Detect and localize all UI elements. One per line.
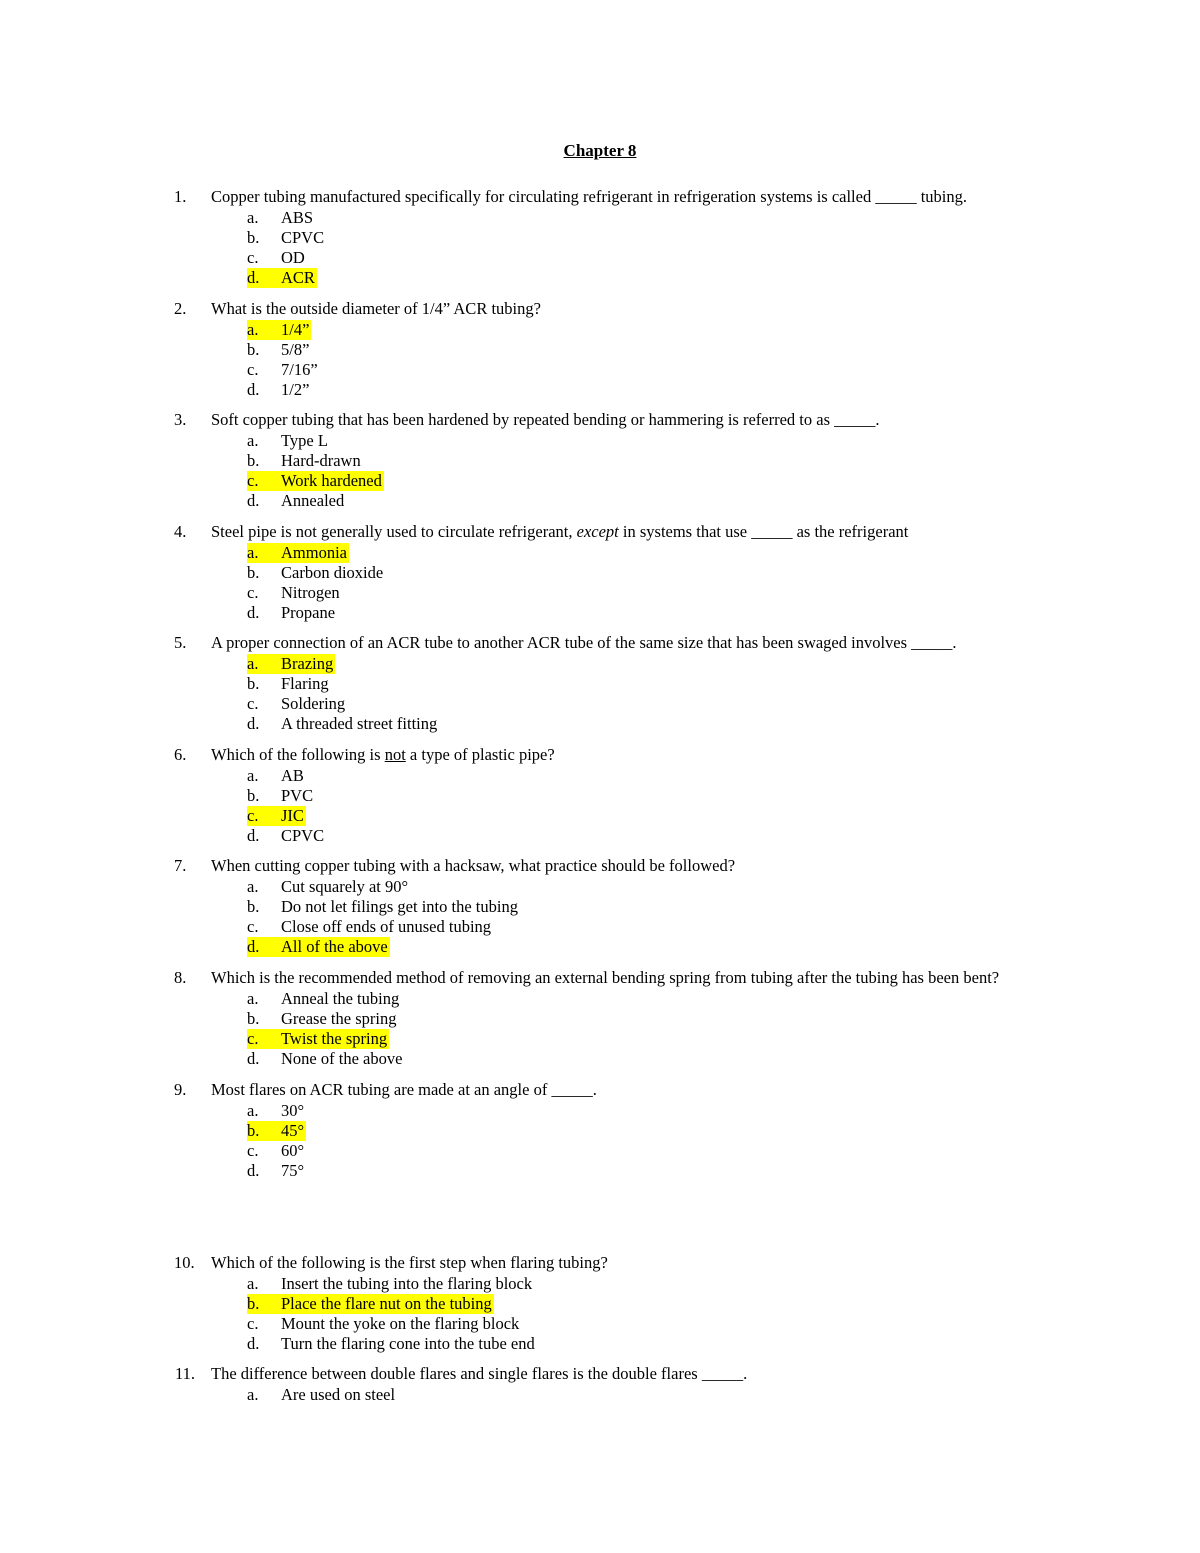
option-text: 7/16” — [281, 360, 318, 380]
question-4 — [0, 522, 1200, 624]
option-text: Nitrogen — [281, 583, 340, 603]
option-letter: c. — [247, 917, 259, 937]
option-text: Mount the yoke on the flaring block — [281, 1314, 520, 1334]
answer-option — [0, 451, 1200, 471]
page-title: Chapter 8 — [563, 141, 637, 160]
option-letter: d. — [247, 1049, 260, 1069]
answer-option-correct — [0, 320, 1200, 340]
answer-option — [0, 1385, 1200, 1405]
option-text: Propane — [281, 603, 336, 623]
option-letter: b. — [247, 562, 260, 582]
answer-option — [0, 786, 1200, 806]
option-text: Do not let filings get into the tubing — [281, 896, 518, 916]
option-letter: b. — [247, 450, 260, 470]
option-letter: a. — [247, 319, 259, 339]
option-text: PVC — [281, 785, 314, 805]
question-number: 8. — [174, 968, 187, 987]
answer-option — [0, 714, 1200, 734]
question-number: 5. — [174, 633, 187, 652]
question-number: 9. — [174, 1080, 187, 1099]
answer-option — [0, 380, 1200, 400]
option-letter: c. — [247, 694, 259, 714]
option-text: Annealed — [281, 491, 345, 511]
option-letter: a. — [247, 207, 259, 227]
question-text: When cutting copper tubing with a hacksaw, what practice should be followed? — [211, 856, 736, 875]
option-letter: b. — [247, 227, 260, 247]
option-letter: c. — [247, 1141, 259, 1161]
answer-option — [0, 877, 1200, 897]
answer-option-correct — [0, 543, 1200, 563]
option-letter: d. — [247, 937, 260, 957]
answer-option — [0, 431, 1200, 451]
option-text: Ammonia — [281, 542, 347, 562]
answer-option-correct — [0, 1294, 1200, 1314]
question-number: 11. — [175, 1364, 196, 1383]
option-letter: a. — [247, 1384, 259, 1404]
option-letter: a. — [247, 765, 259, 785]
option-letter: a. — [247, 653, 259, 673]
question-number: 3. — [174, 410, 187, 429]
option-text: 60° — [281, 1141, 305, 1161]
emphasis-not: not — [384, 745, 406, 764]
answer-option-correct — [0, 806, 1200, 826]
question-text: Soft copper tubing that has been hardened by repeated bending or hammering is referred to as _____. — [211, 410, 880, 429]
answer-option — [0, 228, 1200, 248]
question-text: Which of the following is not a type of plastic pipe? — [211, 745, 555, 764]
answer-option — [0, 766, 1200, 786]
question-10 — [0, 1253, 1200, 1355]
question-text: A proper connection of an ACR tube to another ACR tube of the same size that has been swaged involves _____. — [211, 633, 957, 652]
question-number: 1. — [174, 187, 187, 206]
answer-option — [0, 917, 1200, 937]
answer-option — [0, 1009, 1200, 1029]
question-6 — [0, 745, 1200, 847]
question-text: Which is the recommended method of removing an external bending spring from tubing after the tubing has been bent? — [211, 968, 1000, 987]
option-letter: b. — [247, 1120, 260, 1140]
option-text: Flaring — [281, 673, 329, 693]
option-letter: c. — [247, 360, 259, 380]
option-text: JIC — [281, 806, 304, 826]
answer-option — [0, 694, 1200, 714]
question-5 — [0, 633, 1200, 735]
option-letter: c. — [247, 471, 259, 491]
answer-option — [0, 826, 1200, 846]
question-number: 10. — [174, 1253, 195, 1272]
option-text: CPVC — [281, 826, 325, 846]
question-text: Steel pipe is not generally used to circulate refrigerant, except in systems that use _____ as the refrigerant — [211, 522, 909, 541]
option-letter: c. — [247, 806, 259, 826]
option-letter: b. — [247, 339, 260, 359]
option-letter: d. — [247, 826, 260, 846]
answer-option — [0, 340, 1200, 360]
option-text: 30° — [281, 1100, 305, 1120]
option-text: 1/2” — [281, 380, 310, 400]
answer-option-correct — [0, 268, 1200, 288]
question-3 — [0, 410, 1200, 512]
option-letter: d. — [247, 1161, 260, 1181]
option-text: Grease the spring — [281, 1008, 397, 1028]
answer-option — [0, 1101, 1200, 1121]
answer-option-correct — [0, 471, 1200, 491]
option-letter: c. — [247, 583, 259, 603]
answer-option-correct — [0, 654, 1200, 674]
option-text: ABS — [281, 207, 314, 227]
answer-option — [0, 491, 1200, 511]
question-text: Copper tubing manufactured specifically for circulating refrigerant in refrigeration systems is called _____ tubing. — [211, 187, 968, 206]
question-text: What is the outside diameter of 1/4” ACR tubing? — [211, 299, 541, 318]
option-text: Carbon dioxide — [281, 562, 384, 582]
option-text: Turn the flaring cone into the tube end — [281, 1334, 535, 1354]
option-text: All of the above — [281, 937, 388, 957]
option-text: Place the flare nut on the tubing — [281, 1293, 492, 1313]
option-text: A threaded street fitting — [281, 714, 438, 734]
answer-option — [0, 208, 1200, 228]
answer-option — [0, 248, 1200, 268]
answer-option-correct — [0, 937, 1200, 957]
option-text: Cut squarely at 90° — [281, 876, 409, 896]
answer-option — [0, 897, 1200, 917]
question-number: 2. — [174, 299, 187, 318]
answer-option — [0, 989, 1200, 1009]
option-letter: a. — [247, 876, 259, 896]
option-text: Soldering — [281, 694, 346, 714]
answer-option-correct — [0, 1121, 1200, 1141]
option-text: 75° — [281, 1161, 305, 1181]
option-text: Hard-drawn — [281, 450, 361, 470]
option-text: 45° — [281, 1120, 305, 1140]
option-text: Type L — [281, 430, 328, 450]
option-letter: d. — [247, 491, 260, 511]
option-letter: a. — [247, 988, 259, 1008]
question-text: Which of the following is the first step when flaring tubing? — [211, 1253, 608, 1272]
option-letter: a. — [247, 1100, 259, 1120]
answer-option — [0, 1274, 1200, 1294]
answer-option — [0, 563, 1200, 583]
question-8 — [0, 968, 1200, 1070]
answer-option — [0, 1314, 1200, 1334]
option-letter: b. — [247, 673, 260, 693]
answer-option — [0, 674, 1200, 694]
option-text: Brazing — [281, 653, 334, 673]
option-letter: a. — [247, 1273, 259, 1293]
option-letter: c. — [247, 1029, 259, 1049]
question-7 — [0, 856, 1200, 958]
emphasis-except: except — [576, 522, 619, 541]
question-number: 6. — [174, 745, 187, 764]
option-letter: d. — [247, 714, 260, 734]
option-letter: d. — [247, 380, 260, 400]
option-letter: b. — [247, 1008, 260, 1028]
option-text: OD — [281, 248, 305, 268]
option-letter: c. — [247, 248, 259, 268]
answer-option — [0, 360, 1200, 380]
option-text: None of the above — [281, 1049, 403, 1069]
option-text: 1/4” — [281, 319, 310, 339]
answer-option — [0, 1334, 1200, 1354]
answer-option — [0, 1161, 1200, 1181]
answer-option — [0, 583, 1200, 603]
answer-option — [0, 1141, 1200, 1161]
answer-option-correct — [0, 1029, 1200, 1049]
option-letter: a. — [247, 542, 259, 562]
answer-option — [0, 1049, 1200, 1069]
option-letter: d. — [247, 603, 260, 623]
option-text: AB — [281, 765, 304, 785]
option-text: 5/8” — [281, 339, 310, 359]
option-text: ACR — [281, 268, 315, 288]
answer-option — [0, 603, 1200, 623]
question-text: The difference between double flares and single flares is the double flares _____. — [211, 1364, 748, 1383]
option-text: Twist the spring — [281, 1029, 388, 1049]
option-letter: d. — [247, 1334, 260, 1354]
option-text: Insert the tubing into the flaring block — [281, 1273, 533, 1293]
question-number: 4. — [174, 522, 187, 541]
question-11 — [0, 1364, 1200, 1405]
question-9 — [0, 1080, 1200, 1182]
question-text: Most flares on ACR tubing are made at an angle of _____. — [211, 1080, 597, 1099]
question-1 — [0, 187, 1200, 289]
question-2 — [0, 299, 1200, 401]
option-letter: b. — [247, 896, 260, 916]
option-text: Anneal the tubing — [281, 988, 400, 1008]
option-letter: c. — [247, 1314, 259, 1334]
option-letter: d. — [247, 268, 260, 288]
option-letter: b. — [247, 785, 260, 805]
option-letter: b. — [247, 1293, 260, 1313]
option-text: Work hardened — [281, 471, 382, 491]
option-letter: a. — [247, 430, 259, 450]
option-text: Are used on steel — [281, 1384, 396, 1404]
question-number: 7. — [174, 856, 187, 875]
option-text: Close off ends of unused tubing — [281, 917, 492, 937]
option-text: CPVC — [281, 227, 325, 247]
